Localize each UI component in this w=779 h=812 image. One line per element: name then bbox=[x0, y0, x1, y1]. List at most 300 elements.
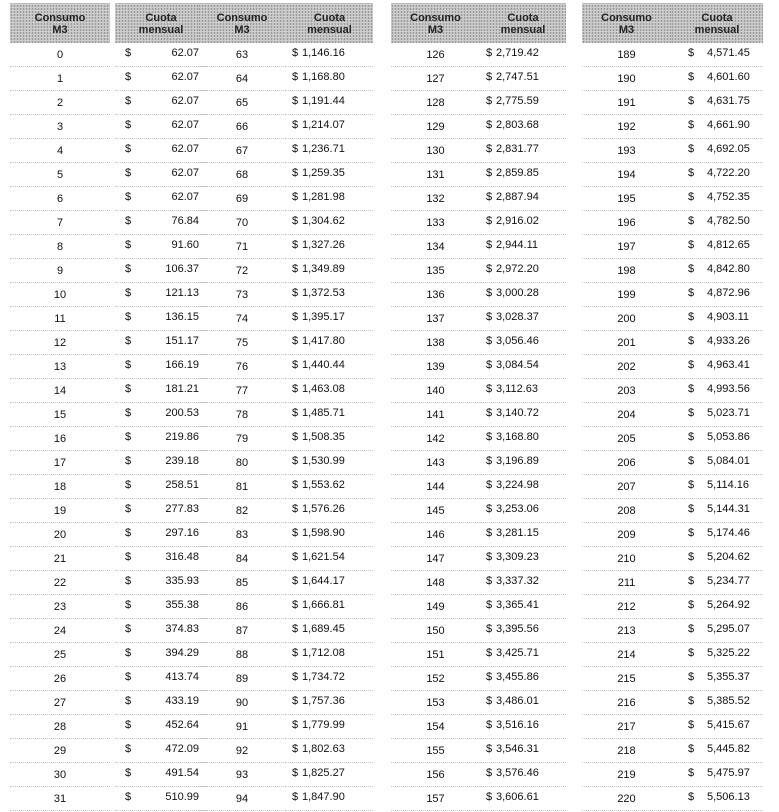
table-row bbox=[582, 451, 763, 475]
currency-symbol: $ bbox=[125, 239, 132, 251]
currency-symbol: $ bbox=[486, 479, 493, 491]
table-row bbox=[5, 307, 207, 331]
consumo-cell: 147 bbox=[391, 547, 480, 571]
currency-symbol: $ bbox=[688, 695, 695, 707]
consumo-cell: 0 bbox=[10, 43, 110, 67]
consumo-cell: 92 bbox=[198, 739, 286, 763]
cuota-cell bbox=[286, 139, 373, 163]
cuota-amount: 239.18 bbox=[165, 455, 199, 467]
currency-symbol: $ bbox=[292, 527, 299, 539]
currency-symbol: $ bbox=[125, 695, 132, 707]
cuota-amount: 1,463.08 bbox=[302, 383, 345, 395]
consumo-cell: 154 bbox=[391, 715, 480, 739]
cuota-amount: 258.51 bbox=[165, 479, 199, 491]
table-row bbox=[5, 115, 207, 139]
cuota-cell bbox=[480, 283, 566, 307]
table-row bbox=[5, 67, 207, 91]
currency-symbol: $ bbox=[125, 359, 132, 371]
cuota-amount: 4,631.75 bbox=[707, 95, 750, 107]
consumo-cell: 27 bbox=[10, 691, 110, 715]
consumo-cell: 22 bbox=[10, 571, 110, 595]
consumo-cell: 66 bbox=[198, 115, 286, 139]
cuota-cell bbox=[671, 547, 763, 571]
consumo-cell: 201 bbox=[582, 331, 671, 355]
consumo-cell: 157 bbox=[391, 787, 480, 811]
table-row bbox=[5, 427, 207, 451]
table-row bbox=[391, 307, 566, 331]
cuota-amount: 510.99 bbox=[165, 791, 199, 803]
cuota-cell bbox=[480, 403, 566, 427]
consumo-cell: 72 bbox=[198, 259, 286, 283]
cuota-cell bbox=[115, 187, 207, 211]
cuota-cell bbox=[671, 187, 763, 211]
currency-symbol: $ bbox=[292, 431, 299, 443]
table-row bbox=[5, 547, 207, 571]
cuota-amount: 297.16 bbox=[165, 527, 199, 539]
table-row bbox=[198, 475, 373, 499]
table-row bbox=[391, 187, 566, 211]
consumo-cell: 136 bbox=[391, 283, 480, 307]
cuota-amount: 4,933.26 bbox=[707, 335, 750, 347]
currency-symbol: $ bbox=[688, 215, 695, 227]
cuota-amount: 3,028.37 bbox=[496, 311, 539, 323]
cuota-cell bbox=[671, 715, 763, 739]
currency-symbol: $ bbox=[292, 575, 299, 587]
cuota-cell bbox=[115, 259, 207, 283]
table-row bbox=[198, 451, 373, 475]
consumo-cell: 2 bbox=[10, 91, 110, 115]
cuota-amount: 91.60 bbox=[171, 239, 199, 251]
currency-symbol: $ bbox=[486, 671, 493, 683]
cuota-cell bbox=[115, 43, 207, 67]
consumo-cell: 24 bbox=[10, 619, 110, 643]
table-row bbox=[582, 547, 763, 571]
table-row bbox=[198, 67, 373, 91]
cuota-amount: 3,224.98 bbox=[496, 479, 539, 491]
cuota-amount: 5,415.67 bbox=[707, 719, 750, 731]
table-row bbox=[582, 235, 763, 259]
table-row bbox=[391, 43, 566, 67]
cuota-cell bbox=[286, 427, 373, 451]
cuota-amount: 277.83 bbox=[165, 503, 199, 515]
cuota-amount: 4,842.80 bbox=[707, 263, 750, 275]
currency-symbol: $ bbox=[688, 95, 695, 107]
cuota-amount: 1,530.99 bbox=[302, 455, 345, 467]
currency-symbol: $ bbox=[125, 335, 132, 347]
table-row bbox=[391, 547, 566, 571]
table-row bbox=[582, 571, 763, 595]
table-row bbox=[5, 787, 207, 811]
cuota-cell bbox=[480, 667, 566, 691]
consumo-cell: 1 bbox=[10, 67, 110, 91]
currency-symbol: $ bbox=[292, 263, 299, 275]
cuota-amount: 3,546.31 bbox=[496, 743, 539, 755]
cuota-cell bbox=[115, 211, 207, 235]
cuota-amount: 1,508.35 bbox=[302, 431, 345, 443]
cuota-cell bbox=[286, 115, 373, 139]
currency-symbol: $ bbox=[125, 647, 132, 659]
cuota-amount: 1,191.44 bbox=[302, 95, 345, 107]
consumo-cell: 85 bbox=[198, 571, 286, 595]
consumo-cell: 13 bbox=[10, 355, 110, 379]
currency-symbol: $ bbox=[292, 335, 299, 347]
table-row bbox=[5, 571, 207, 595]
table-row bbox=[582, 91, 763, 115]
consumo-cell: 205 bbox=[582, 427, 671, 451]
cuota-cell bbox=[286, 91, 373, 115]
cuota-cell bbox=[286, 619, 373, 643]
cuota-amount: 62.07 bbox=[171, 119, 199, 131]
consumo-cell: 208 bbox=[582, 499, 671, 523]
currency-symbol: $ bbox=[125, 47, 132, 59]
table-row bbox=[582, 355, 763, 379]
table-row bbox=[198, 91, 373, 115]
currency-symbol: $ bbox=[125, 551, 132, 563]
consumo-cell: 148 bbox=[391, 571, 480, 595]
currency-symbol: $ bbox=[688, 575, 695, 587]
table-row bbox=[5, 763, 207, 787]
table-row bbox=[198, 715, 373, 739]
cuota-amount: 4,661.90 bbox=[707, 119, 750, 131]
cuota-cell bbox=[286, 187, 373, 211]
currency-symbol: $ bbox=[125, 407, 132, 419]
currency-symbol: $ bbox=[125, 623, 132, 635]
table-row bbox=[198, 427, 373, 451]
table-row bbox=[391, 163, 566, 187]
cuota-cell bbox=[480, 451, 566, 475]
header-cuota-mensual: Cuota mensual bbox=[671, 4, 763, 44]
table-row bbox=[582, 67, 763, 91]
cuota-amount: 1,576.26 bbox=[302, 503, 345, 515]
currency-symbol: $ bbox=[486, 503, 493, 515]
consumo-cell: 153 bbox=[391, 691, 480, 715]
cuota-cell bbox=[480, 691, 566, 715]
currency-symbol: $ bbox=[688, 167, 695, 179]
table-row bbox=[582, 763, 763, 787]
cuota-cell bbox=[671, 91, 763, 115]
currency-symbol: $ bbox=[688, 479, 695, 491]
cuota-amount: 1,395.17 bbox=[302, 311, 345, 323]
consumo-cell: 29 bbox=[10, 739, 110, 763]
cuota-amount: 1,712.08 bbox=[302, 647, 345, 659]
currency-symbol: $ bbox=[688, 143, 695, 155]
consumo-cell: 196 bbox=[582, 211, 671, 235]
consumo-cell: 68 bbox=[198, 163, 286, 187]
consumo-cell: 128 bbox=[391, 91, 480, 115]
currency-symbol: $ bbox=[292, 383, 299, 395]
currency-symbol: $ bbox=[292, 623, 299, 635]
cuota-cell bbox=[671, 43, 763, 67]
currency-symbol: $ bbox=[688, 503, 695, 515]
cuota-cell bbox=[671, 259, 763, 283]
cuota-cell bbox=[480, 259, 566, 283]
table-row bbox=[5, 619, 207, 643]
consumo-cell: 207 bbox=[582, 475, 671, 499]
cuota-amount: 1,440.44 bbox=[302, 359, 345, 371]
cuota-amount: 62.07 bbox=[171, 95, 199, 107]
cuota-cell bbox=[115, 331, 207, 355]
cuota-cell bbox=[286, 787, 373, 811]
consumo-cell: 69 bbox=[198, 187, 286, 211]
currency-symbol: $ bbox=[292, 191, 299, 203]
cuota-amount: 491.54 bbox=[165, 767, 199, 779]
cuota-cell bbox=[286, 379, 373, 403]
header-cuota-mensual: Cuota mensual bbox=[286, 4, 373, 44]
consumo-cell: 132 bbox=[391, 187, 480, 211]
consumo-cell: 215 bbox=[582, 667, 671, 691]
table-row bbox=[391, 139, 566, 163]
cuota-cell bbox=[286, 547, 373, 571]
table-row bbox=[5, 211, 207, 235]
consumo-cell: 220 bbox=[582, 787, 671, 811]
cuota-cell bbox=[671, 331, 763, 355]
currency-symbol: $ bbox=[486, 383, 493, 395]
currency-symbol: $ bbox=[486, 431, 493, 443]
consumo-cell: 192 bbox=[582, 115, 671, 139]
consumo-cell: 135 bbox=[391, 259, 480, 283]
table-row bbox=[582, 283, 763, 307]
cuota-cell bbox=[480, 763, 566, 787]
table-row bbox=[391, 451, 566, 475]
table-row bbox=[391, 763, 566, 787]
consumo-cell: 218 bbox=[582, 739, 671, 763]
consumo-cell: 94 bbox=[198, 787, 286, 811]
currency-symbol: $ bbox=[125, 287, 132, 299]
consumo-cell: 133 bbox=[391, 211, 480, 235]
table-row bbox=[198, 139, 373, 163]
currency-symbol: $ bbox=[125, 479, 132, 491]
cuota-amount: 3,112.63 bbox=[496, 383, 539, 395]
currency-symbol: $ bbox=[292, 119, 299, 131]
currency-symbol: $ bbox=[292, 695, 299, 707]
currency-symbol: $ bbox=[292, 239, 299, 251]
table-row bbox=[198, 355, 373, 379]
table-row bbox=[582, 499, 763, 523]
table-row bbox=[5, 283, 207, 307]
currency-symbol: $ bbox=[688, 551, 695, 563]
consumo-cell: 214 bbox=[582, 643, 671, 667]
currency-symbol: $ bbox=[125, 791, 132, 803]
consumo-cell: 216 bbox=[582, 691, 671, 715]
cuota-cell bbox=[671, 571, 763, 595]
table-row bbox=[198, 211, 373, 235]
consumo-cell: 31 bbox=[10, 787, 110, 811]
cuota-amount: 5,144.31 bbox=[707, 503, 750, 515]
table-row bbox=[198, 403, 373, 427]
consumo-cell: 18 bbox=[10, 475, 110, 499]
cuota-amount: 181.21 bbox=[165, 383, 199, 395]
cuota-cell bbox=[286, 643, 373, 667]
currency-symbol: $ bbox=[486, 215, 493, 227]
cuota-cell bbox=[115, 235, 207, 259]
cuota-amount: 1,168.80 bbox=[302, 71, 345, 83]
currency-symbol: $ bbox=[486, 143, 493, 155]
consumo-cell: 156 bbox=[391, 763, 480, 787]
table-row bbox=[198, 643, 373, 667]
consumo-cell: 200 bbox=[582, 307, 671, 331]
cuota-cell bbox=[671, 211, 763, 235]
cuota-amount: 2,831.77 bbox=[496, 143, 539, 155]
cuota-amount: 4,812.65 bbox=[707, 239, 750, 251]
consumo-cell: 130 bbox=[391, 139, 480, 163]
currency-symbol: $ bbox=[688, 767, 695, 779]
currency-symbol: $ bbox=[292, 671, 299, 683]
table-row bbox=[5, 163, 207, 187]
header-row bbox=[582, 4, 763, 44]
cuota-amount: 433.19 bbox=[165, 695, 199, 707]
cuota-cell bbox=[286, 715, 373, 739]
table-row bbox=[582, 187, 763, 211]
currency-symbol: $ bbox=[292, 647, 299, 659]
table-row bbox=[582, 691, 763, 715]
currency-symbol: $ bbox=[125, 71, 132, 83]
table-row bbox=[582, 43, 763, 67]
table-row bbox=[582, 403, 763, 427]
consumo-cell: 213 bbox=[582, 619, 671, 643]
cuota-amount: 2,719.42 bbox=[496, 47, 539, 59]
cuota-cell bbox=[115, 619, 207, 643]
cuota-amount: 1,689.45 bbox=[302, 623, 345, 635]
cuota-cell bbox=[115, 571, 207, 595]
consumo-cell: 79 bbox=[198, 427, 286, 451]
cuota-amount: 1,417.80 bbox=[302, 335, 345, 347]
table-row bbox=[391, 523, 566, 547]
currency-symbol: $ bbox=[688, 191, 695, 203]
currency-symbol: $ bbox=[688, 599, 695, 611]
cuota-cell bbox=[115, 307, 207, 331]
consumo-cell: 203 bbox=[582, 379, 671, 403]
cuota-amount: 151.17 bbox=[165, 335, 199, 347]
consumo-cell: 17 bbox=[10, 451, 110, 475]
consumo-cell: 81 bbox=[198, 475, 286, 499]
table-row bbox=[198, 667, 373, 691]
consumo-cell: 140 bbox=[391, 379, 480, 403]
cuota-amount: 316.48 bbox=[165, 551, 199, 563]
cuota-cell bbox=[480, 307, 566, 331]
cuota-cell bbox=[286, 763, 373, 787]
table-row bbox=[582, 715, 763, 739]
table-row bbox=[5, 187, 207, 211]
cuota-amount: 2,916.02 bbox=[496, 215, 539, 227]
cuota-cell bbox=[286, 355, 373, 379]
cuota-amount: 219.86 bbox=[165, 431, 199, 443]
cuota-amount: 1,598.90 bbox=[302, 527, 345, 539]
cuota-cell bbox=[671, 619, 763, 643]
table-row bbox=[198, 43, 373, 67]
currency-symbol: $ bbox=[292, 287, 299, 299]
table-row bbox=[198, 307, 373, 331]
cuota-cell bbox=[480, 115, 566, 139]
header-consumo-m3: Consumo M3 bbox=[391, 4, 480, 44]
table-row bbox=[5, 715, 207, 739]
cuota-cell bbox=[115, 427, 207, 451]
cuota-cell bbox=[115, 379, 207, 403]
consumo-cell: 21 bbox=[10, 547, 110, 571]
consumo-cell: 93 bbox=[198, 763, 286, 787]
table-row bbox=[5, 379, 207, 403]
cuota-cell bbox=[286, 451, 373, 475]
consumo-cell: 151 bbox=[391, 643, 480, 667]
table-row bbox=[5, 691, 207, 715]
table-row bbox=[582, 523, 763, 547]
table-row bbox=[582, 739, 763, 763]
currency-symbol: $ bbox=[486, 47, 493, 59]
consumo-cell: 195 bbox=[582, 187, 671, 211]
table-row bbox=[5, 403, 207, 427]
cuota-amount: 1,734.72 bbox=[302, 671, 345, 683]
cuota-amount: 4,963.41 bbox=[707, 359, 750, 371]
table-row bbox=[582, 307, 763, 331]
cuota-cell bbox=[286, 571, 373, 595]
currency-symbol: $ bbox=[688, 647, 695, 659]
currency-symbol: $ bbox=[486, 767, 493, 779]
cuota-cell bbox=[671, 667, 763, 691]
cuota-cell bbox=[480, 67, 566, 91]
table-row bbox=[391, 379, 566, 403]
cuota-amount: 3,576.46 bbox=[496, 767, 539, 779]
currency-symbol: $ bbox=[688, 119, 695, 131]
currency-symbol: $ bbox=[125, 527, 132, 539]
table-row bbox=[391, 691, 566, 715]
consumo-cell: 126 bbox=[391, 43, 480, 67]
cuota-cell bbox=[286, 67, 373, 91]
cuota-amount: 166.19 bbox=[165, 359, 199, 371]
cuota-cell bbox=[115, 667, 207, 691]
cuota-amount: 62.07 bbox=[171, 71, 199, 83]
consumo-cell: 67 bbox=[198, 139, 286, 163]
consumo-cell: 74 bbox=[198, 307, 286, 331]
currency-symbol: $ bbox=[688, 431, 695, 443]
cuota-amount: 1,281.98 bbox=[302, 191, 345, 203]
cuota-cell bbox=[115, 595, 207, 619]
currency-symbol: $ bbox=[125, 455, 132, 467]
cuota-cell bbox=[286, 523, 373, 547]
cuota-amount: 3,395.56 bbox=[496, 623, 539, 635]
cuota-amount: 5,355.37 bbox=[707, 671, 750, 683]
cuota-amount: 3,516.16 bbox=[496, 719, 539, 731]
consumo-cell: 20 bbox=[10, 523, 110, 547]
cuota-amount: 1,236.71 bbox=[302, 143, 345, 155]
consumo-cell: 89 bbox=[198, 667, 286, 691]
table-row bbox=[391, 355, 566, 379]
currency-symbol: $ bbox=[125, 575, 132, 587]
consumo-cell: 8 bbox=[10, 235, 110, 259]
cuota-amount: 3,606.61 bbox=[496, 791, 539, 803]
cuota-amount: 1,349.89 bbox=[302, 263, 345, 275]
cuota-cell bbox=[480, 211, 566, 235]
cuota-cell bbox=[671, 427, 763, 451]
cuota-cell bbox=[671, 451, 763, 475]
currency-symbol: $ bbox=[292, 719, 299, 731]
cuota-amount: 5,204.62 bbox=[707, 551, 750, 563]
cuota-amount: 4,782.50 bbox=[707, 215, 750, 227]
consumo-cell: 149 bbox=[391, 595, 480, 619]
consumo-cell: 206 bbox=[582, 451, 671, 475]
cuota-cell bbox=[671, 67, 763, 91]
consumo-cell: 211 bbox=[582, 571, 671, 595]
cuota-cell bbox=[480, 499, 566, 523]
table-row bbox=[391, 235, 566, 259]
cuota-cell bbox=[115, 283, 207, 307]
consumo-cell: 63 bbox=[198, 43, 286, 67]
cuota-cell bbox=[480, 643, 566, 667]
cuota-cell bbox=[480, 163, 566, 187]
cuota-amount: 3,140.72 bbox=[496, 407, 539, 419]
cuota-cell bbox=[480, 715, 566, 739]
cuota-cell bbox=[671, 355, 763, 379]
currency-symbol: $ bbox=[486, 335, 493, 347]
table-row bbox=[198, 283, 373, 307]
